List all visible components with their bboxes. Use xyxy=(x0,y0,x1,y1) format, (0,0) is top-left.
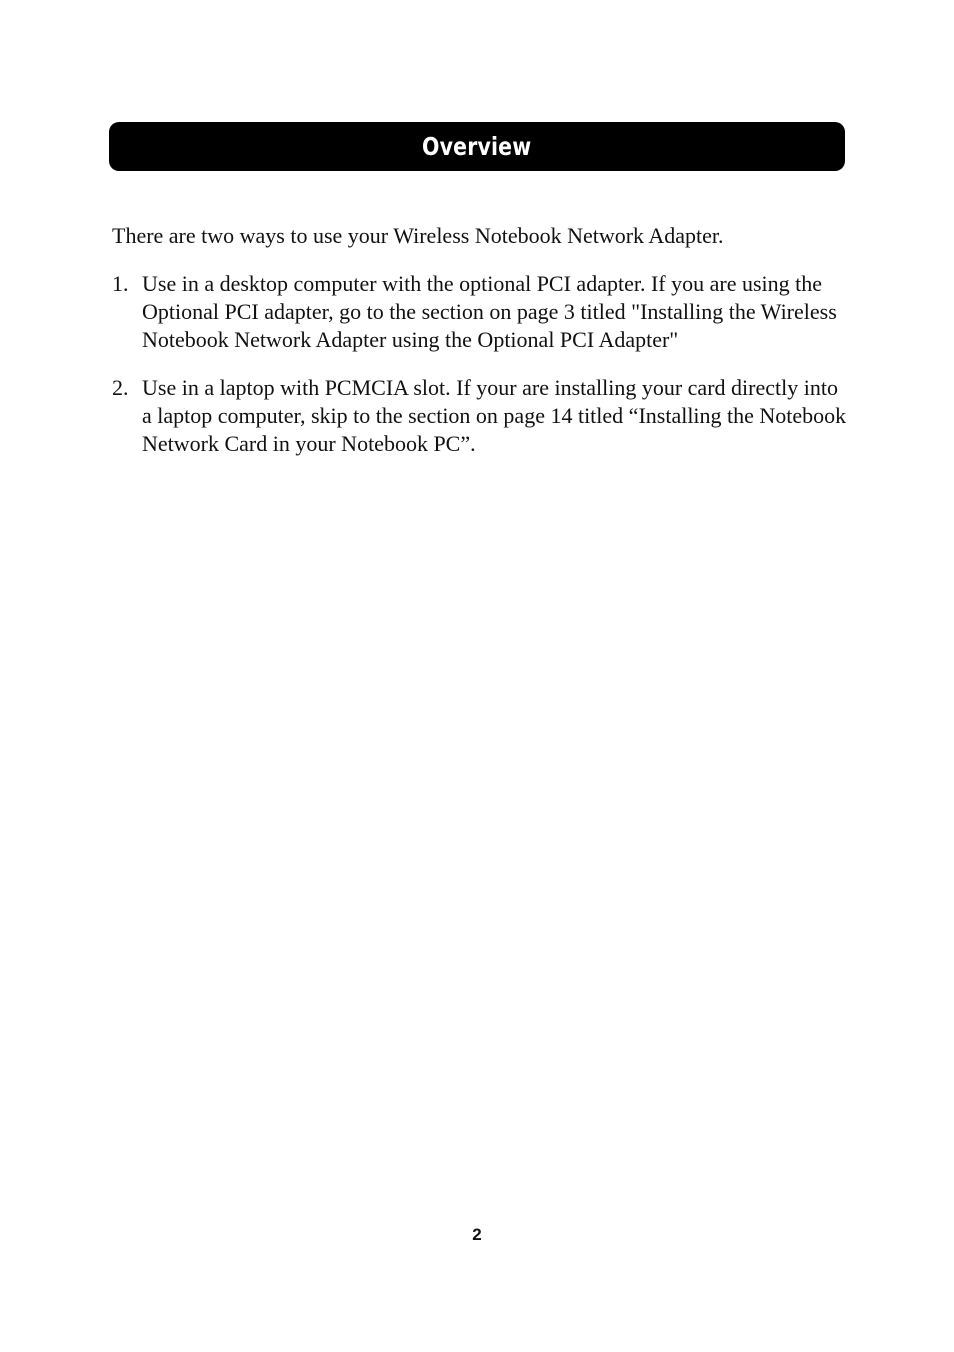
section-header-bar xyxy=(109,122,845,171)
section-title: Overview xyxy=(422,132,532,161)
page-number: 2 xyxy=(472,1225,482,1244)
list-item xyxy=(112,270,847,354)
step-number: 2. xyxy=(112,375,129,400)
step-text: Use in a laptop with PCMCIA slot. If your are installing your card directly into a laptop computer, skip to the section on page 14 titled “Installing the Notebook Network Card in your Notebook PC”. xyxy=(142,375,847,456)
step-text: Use in a desktop computer with the optional PCI adapter. If you are using the Optional PCI adapter, go to the section on page 3 titled "Installing the Wireless Notebook Network Adapter using the Optional PCI Adapter" xyxy=(142,271,837,352)
usage-steps-list xyxy=(112,270,847,478)
step-number: 1. xyxy=(112,271,129,296)
intro-paragraph: There are two ways to use your Wireless Notebook Network Adapter. xyxy=(112,223,724,248)
list-item xyxy=(112,374,847,458)
